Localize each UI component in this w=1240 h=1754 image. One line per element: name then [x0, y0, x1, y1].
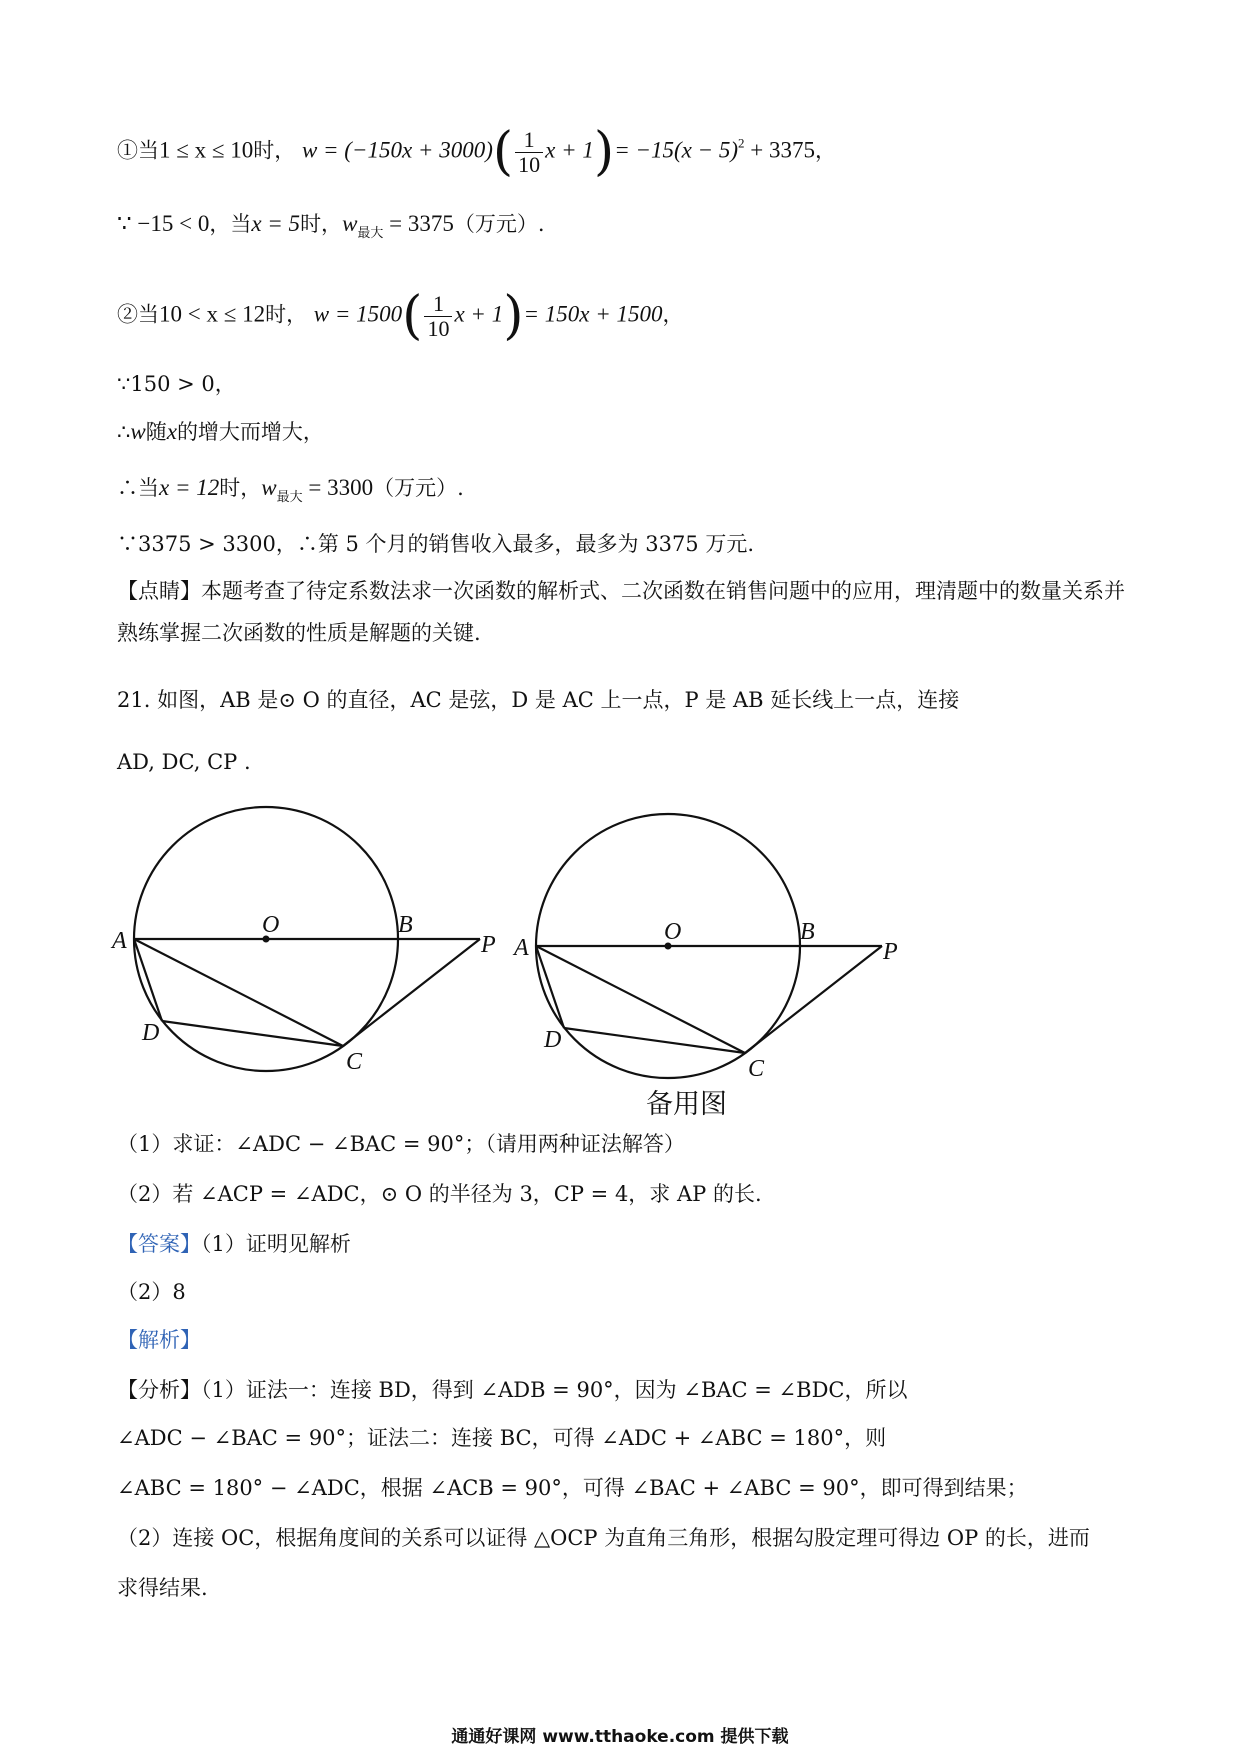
max-line-2: [117, 474, 464, 512]
analysis-line-3: ∠ABC = 180° − ∠ADC，根据 ∠ACB = 90°，可得 ∠BAC + ∠ABC = 90°，即可得到结果；: [117, 1476, 1028, 1500]
label-c-backup: C: [748, 1056, 765, 1082]
line6-sub: 最大: [276, 490, 303, 505]
case2-fraction: [424, 292, 452, 341]
segment-dc: [162, 1021, 343, 1046]
fraction-numerator: 1: [523, 126, 535, 152]
line5-a: ∴: [117, 420, 131, 444]
geometry-figure: [0, 780, 1240, 1120]
analysis-tag: 【解析】: [117, 1328, 201, 1352]
subquestion-1: （1）求证：∠ADC − ∠BAC = 90°；（请用两种证法解答）: [117, 1132, 685, 1156]
answer-tag: 【答案】: [117, 1232, 201, 1256]
line2-w: w: [342, 211, 358, 236]
analysis-line-2: ∠ADC − ∠BAC = 90°；证法二：连接 BC，可得 ∠ADC + ∠ABC = 180°，则: [117, 1426, 887, 1450]
case2-label: ②当: [117, 302, 159, 327]
case1-end: ，: [815, 138, 837, 163]
figure-main: [134, 807, 480, 1071]
case1-lhs: w = (−150x + 3000): [301, 137, 493, 163]
max-line-1: [117, 210, 545, 248]
segment-ac-backup: [536, 946, 745, 1053]
label-b: B: [398, 912, 413, 938]
case2-condition: 10 < x ≤ 12: [159, 301, 266, 327]
label-d: D: [142, 1020, 160, 1046]
case2-line: [117, 286, 684, 346]
page-footer: 通通好课网 www.tthaoke.com 提供下载: [451, 1727, 789, 1747]
line6-b: x = 12: [159, 475, 220, 500]
subquestion-2: （2）若 ∠ACP = ∠ADC，⊙ O 的半径为 3，CP = 4，求 AP 的长.: [117, 1182, 762, 1206]
answer-2: （2）8: [117, 1280, 186, 1304]
question-21-line1: 21. 如图，AB 是⊙ O 的直径，AC 是弦，D 是 AC 上一点，P 是 AB 延长线上一点，连接: [117, 688, 960, 712]
case1-mid: 时，: [253, 138, 296, 163]
label-p: P: [481, 932, 496, 958]
case2-mid: 时，: [265, 302, 308, 327]
segment-ac: [134, 939, 343, 1046]
case2-rhs: = 150x + 1500: [523, 301, 663, 327]
segment-cp: [343, 939, 480, 1046]
case1-label: ①当: [117, 138, 159, 163]
case1-after-fraction: x + 1: [545, 137, 594, 163]
line2-sub: 最大: [357, 226, 384, 241]
line6-c: 时，: [219, 476, 262, 500]
line6-e: = 3300: [302, 475, 374, 500]
label-d-backup: D: [544, 1027, 562, 1053]
right-paren: ): [503, 286, 524, 346]
label-o-backup: O: [664, 919, 682, 945]
line2-g: （万元）.: [453, 212, 545, 236]
segment-dc-backup: [564, 1028, 745, 1053]
line2-d: 时，: [300, 212, 343, 236]
line5-d: x: [166, 419, 177, 444]
fraction-numerator: 1: [432, 290, 444, 316]
case1-rhs: = −15(x − 5): [614, 137, 739, 163]
point-paragraph: 【点睛】本题考查了待定系数法求一次函数的解析式、二次函数在销售问题中的应用，理清题中的数量关系并熟练掌握二次函数的性质是解题的关键.: [117, 579, 1125, 645]
label-a-backup: A: [514, 935, 529, 961]
left-paren: (: [492, 122, 514, 182]
fraction-denominator: 10: [424, 316, 452, 341]
left-paren: (: [402, 286, 423, 346]
case2-end: ，: [662, 302, 684, 327]
line6-a: ∴当: [117, 476, 159, 500]
label-c: C: [346, 1049, 363, 1075]
conclusion-line: ∵3375 > 3300，∴第 5 个月的销售收入最多，最多为 3375 万元.: [117, 532, 755, 556]
question-21-line2: AD, DC, CP .: [117, 750, 251, 774]
label-p-backup: P: [883, 939, 898, 965]
line6-w: w: [261, 475, 277, 500]
case1-condition: 1 ≤ x ≤ 10: [159, 137, 254, 163]
line5-e: 的增大而增大，: [176, 420, 324, 444]
line5-c: 随: [145, 420, 167, 444]
segment-cp-backup: [745, 946, 882, 1053]
case1-line: [117, 122, 837, 182]
answer-line: [117, 1230, 351, 1258]
backup-figure-caption: 备用图: [646, 1089, 727, 1120]
answer-1: （1）证明见解析: [201, 1232, 351, 1256]
label-b-backup: B: [800, 919, 815, 945]
line5-b: w: [130, 419, 146, 444]
analysis-line-5: 求得结果.: [117, 1576, 208, 1600]
case1-exponent: 2: [738, 135, 745, 151]
label-o: O: [262, 912, 280, 938]
case1-rhs2: + 3375: [744, 137, 816, 163]
line2-c: x = 5: [251, 211, 301, 236]
case2-after-fraction: x + 1: [454, 301, 504, 327]
line2-a: ∵ −15 < 0: [117, 211, 210, 236]
line2-b: ，当: [209, 212, 252, 236]
label-a: A: [112, 928, 127, 954]
line6-f: （万元）.: [373, 476, 464, 500]
line5: [117, 418, 324, 446]
fraction-denominator: 10: [515, 152, 543, 177]
case2-lhs: w = 1500: [313, 301, 403, 327]
analysis-line-4: （2）连接 OC，根据角度间的关系可以证得 △OCP 为直角三角形，根据勾股定理可得边 OP 的长，进而: [117, 1526, 1090, 1550]
line4: ∵150 > 0，: [117, 372, 236, 396]
right-paren: ): [593, 122, 615, 182]
line2-f: = 3375: [383, 211, 454, 236]
case1-fraction: [515, 128, 543, 177]
figure-backup: [536, 814, 882, 1078]
analysis-line-1: 【分析】（1）证法一：连接 BD，得到 ∠ADB = 90°，因为 ∠BAC = ∠BDC，所以: [117, 1378, 908, 1402]
